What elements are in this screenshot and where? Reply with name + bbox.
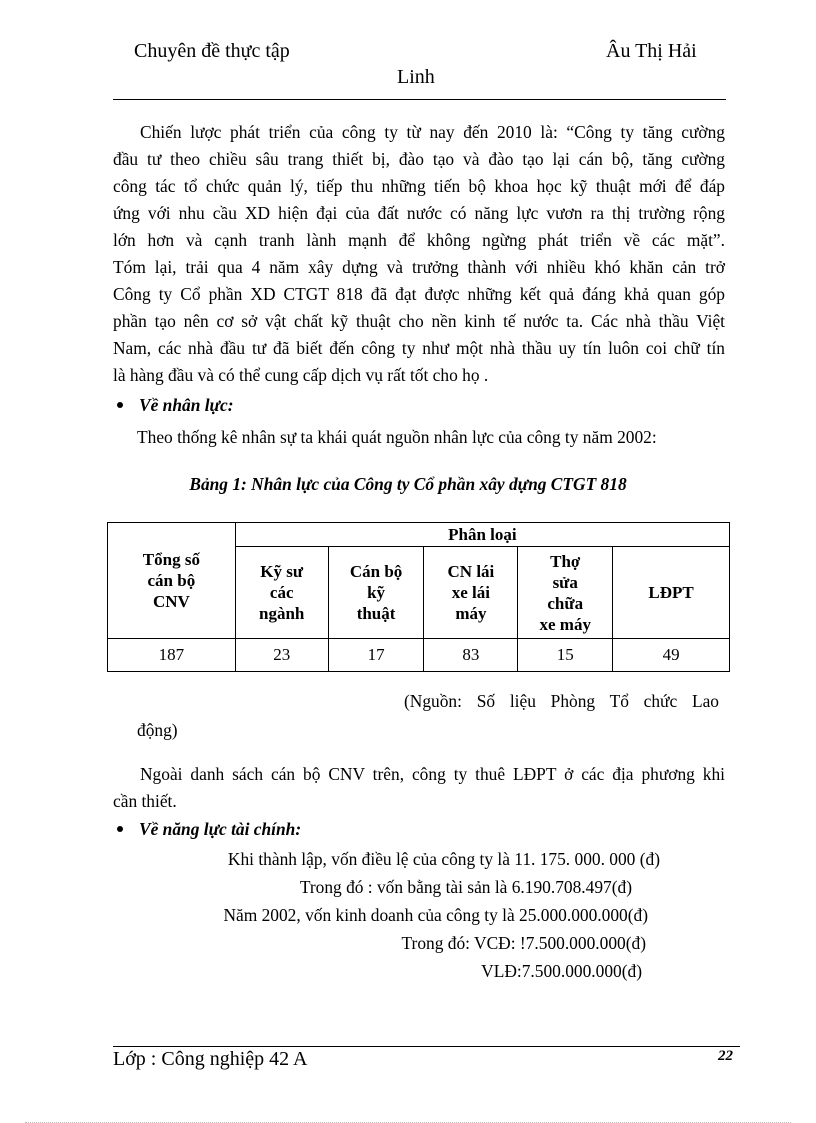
text-line: Chiến lược phát triển của công ty từ nay đến 2010 là: “Công ty tăng cường xyxy=(140,122,725,142)
text-line: ứng với nhu cầu XD hiện đại của đất nước có năng lực vươn ra thị trường rộng xyxy=(113,203,725,223)
bullet-icon xyxy=(117,826,123,832)
staff-table xyxy=(107,522,730,672)
header-mechanics: Thợ sửa chữa xe máy xyxy=(518,547,613,639)
header-drivers: CN lái xe lái máy xyxy=(424,547,518,639)
cell-mechanics: 15 xyxy=(518,639,613,672)
cell-technical-staff: 17 xyxy=(328,639,424,672)
finance-line: Khi thành lập, vốn điều lệ của công ty là 11. 175. 000. 000 (đ) xyxy=(227,849,660,869)
footer-rule xyxy=(113,1046,740,1047)
bullet-icon xyxy=(117,402,123,408)
hr-heading xyxy=(117,395,234,416)
header-engineers: Kỹ sư các ngành xyxy=(235,547,328,639)
text-line: Nam, các nhà đầu tư đã biết đến công ty như một nhà thầu uy tín luôn coi chữ tín xyxy=(113,338,725,358)
source-line2: động) xyxy=(137,720,178,740)
finance-lines xyxy=(150,845,660,985)
header-labourers: LĐPT xyxy=(613,547,730,639)
header-group: Phân loại xyxy=(235,523,729,547)
hr-heading-text: Về nhân lực: xyxy=(139,395,234,415)
table-row xyxy=(108,639,730,672)
cell-total: 187 xyxy=(108,639,236,672)
source-line1: (Nguồn: Số liệu Phòng Tổ chức Lao xyxy=(404,691,719,711)
text-line: lớn hơn và cạnh tranh lành mạnh để không ngừng phát triển về các mặt”. xyxy=(113,230,725,250)
table-title: Bảng 1: Nhân lực của Công ty Cổ phần xây dựng CTGT 818 xyxy=(189,474,627,494)
header-total: Tổng số cán bộ CNV xyxy=(108,523,236,639)
footer-class: Lớp : Công nghiệp 42 A xyxy=(113,1048,308,1070)
header-author-line1: Âu Thị Hải xyxy=(606,40,697,62)
finance-line: VLĐ:7.500.000.000(đ) xyxy=(481,961,642,981)
header-author-line2: Linh xyxy=(397,66,435,88)
text-line: đầu tư theo chiều sâu trang thiết bị, đào tạo và đào tạo lại cán bộ, tăng cường xyxy=(113,149,725,169)
strategy-paragraph xyxy=(113,119,725,389)
header-left: Chuyên đề thực tập xyxy=(134,40,290,62)
finance-line: Trong đó: VCĐ: !7.500.000.000(đ) xyxy=(401,933,646,953)
text-line: Tóm lại, trải qua 4 năm xây dựng và trưởng thành với nhiều khó khăn cản trở xyxy=(113,257,725,277)
text-line: Công ty Cổ phần XD CTGT 818 đã đạt được những kết quả đáng khả quan góp xyxy=(113,284,725,304)
finance-heading xyxy=(117,819,301,840)
text-line: là hàng đầu và có thể cung cấp dịch vụ rất tốt cho họ . xyxy=(113,365,489,385)
finance-line: Năm 2002, vốn kinh doanh của công ty là 25.000.000.000(đ) xyxy=(223,905,648,925)
hr-intro: Theo thống kê nhân sự ta khái quát nguồn nhân lực của công ty năm 2002: xyxy=(137,427,657,447)
cell-engineers: 23 xyxy=(235,639,328,672)
page-number: 22 xyxy=(718,1048,733,1064)
cell-labourers: 49 xyxy=(613,639,730,672)
text-line: công tác tổ chức quản lý, tiếp thu những tiến bộ khoa học kỹ thuật mới để đáp xyxy=(113,176,725,196)
outsourcing-paragraph xyxy=(113,761,725,815)
header-technical-staff: Cán bộ kỹ thuật xyxy=(328,547,424,639)
cell-drivers: 83 xyxy=(424,639,518,672)
header-rule xyxy=(113,99,726,100)
text-line: Ngoài danh sách cán bộ CNV trên, công ty thuê LĐPT ở các địa phương khi xyxy=(140,764,725,784)
finance-line: Trong đó : vốn bằng tài sản là 6.190.708.497(đ) xyxy=(299,877,632,897)
text-line: cần thiết. xyxy=(113,791,177,811)
finance-heading-text: Về năng lực tài chính: xyxy=(139,819,302,839)
text-line: phần tạo nên cơ sở vật chất kỹ thuật cho nền kinh tế nước ta. Các nhà thầu Việt xyxy=(113,311,725,331)
